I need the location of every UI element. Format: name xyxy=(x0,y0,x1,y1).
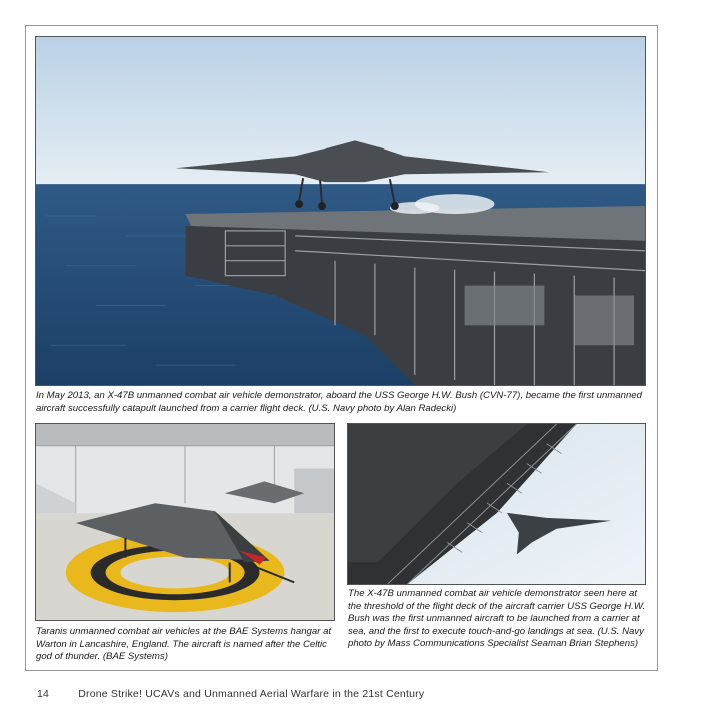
taranis-hangar-photo xyxy=(35,423,335,621)
page-footer xyxy=(37,688,424,700)
page-number: 14 xyxy=(37,688,50,700)
left-photo-caption: Taranis unmanned combat air vehicles at the BAE Systems hangar at Warton in Lancashire, England. The aircraft is named after the Celtic god of thunder. (BAE Systems) xyxy=(36,626,332,663)
book-title: Drone Strike! UCAVs and Unmanned Aerial Warfare in the 21st Century xyxy=(78,688,425,700)
x47b-carrier-launch-photo xyxy=(35,36,646,386)
top-photo-caption: In May 2013, an X-47B unmanned combat air vehicle demonstrator, aboard the USS George H.W. Bush (CVN-77), became the first unmanned aircraft successfully catapult launched from a carrier flight deck. (U.S. Navy photo by Alan Radecki) xyxy=(36,390,642,414)
right-photo-caption: The X-47B unmanned combat air vehicle demonstrator seen here at the threshold of the flight deck of the aircraft carrier USS George H.W. Bush was the first unmanned aircraft to be launched from a carrier at sea, and the first to execute touch-and-go landings at sea. (U.S. Navy photo by Mass Communications Specialist Seaman Brian Stephens) xyxy=(348,588,646,650)
x47b-flight-deck-threshold-photo xyxy=(347,423,646,585)
